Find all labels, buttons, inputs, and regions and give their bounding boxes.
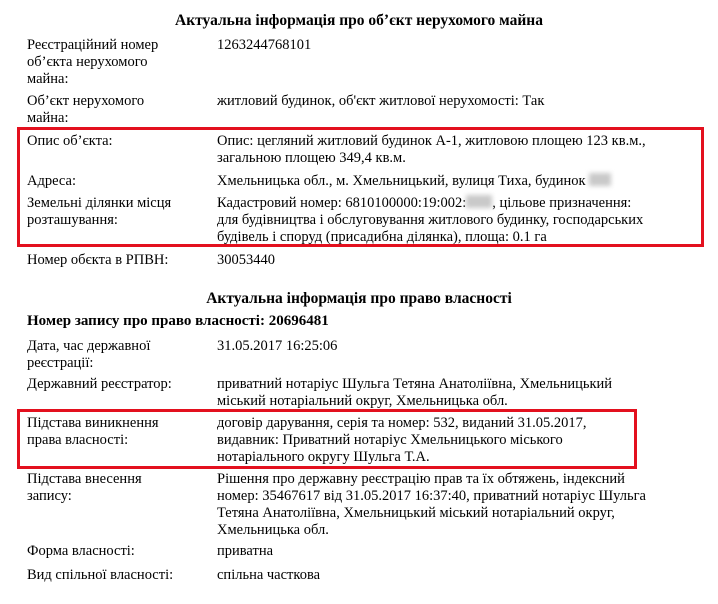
registrar-value (217, 376, 612, 410)
ownership-form-label: Форма власності: (27, 543, 135, 559)
value-line: Опис: цегляний житловий будинок А-1, житловою площею 123 кв.м., (217, 133, 646, 149)
label-line: Об’єкт нерухомого (27, 93, 145, 109)
label-line: Дата, час державної (27, 338, 151, 354)
rpvn-label: Номер обєкта в РПВН: (27, 252, 169, 268)
value-line: будівель і споруд (присадибна ділянка), площа: 0.1 га (217, 229, 547, 245)
section-title-object: Актуальна інформація про об’єкт нерухомого майна (175, 12, 543, 29)
label-line: Реєстраційний номер (27, 37, 159, 53)
label-line: Підстава внесення (27, 471, 142, 487)
reg-number-label (27, 37, 158, 88)
joint-ownership-value: спільна часткова (217, 567, 321, 583)
value-line: Тетяна Анатоліївна, Хмельницький міський нотаріальний округ, (217, 505, 615, 521)
label-line: Земельні ділянки місця (27, 195, 172, 211)
address-label: Адреса: (27, 173, 76, 189)
registrar-label: Державний реєстратор: (27, 376, 172, 392)
reg-date-label (27, 338, 150, 372)
address-value (217, 173, 611, 190)
record-number: Номер запису про право власності: 20696481 (27, 313, 329, 329)
basis-entry-label (27, 471, 142, 505)
ownership-form-value: приватна (217, 543, 274, 559)
rpvn-value: 30053440 (217, 252, 275, 268)
object-label (27, 93, 144, 127)
object-value: житловий будинок, об'єкт житлової нерухомості: Так (217, 93, 545, 109)
label-line: запису: (27, 488, 72, 504)
value-line: для будівництва і обслуговування житлового будинку, господарських (217, 212, 644, 228)
cadastral-prefix: Кадастровий номер: 6810100000:19:002: (217, 195, 467, 211)
description-label: Опис об’єкта: (27, 133, 113, 149)
section-title-ownership: Актуальна інформація про право власності (206, 290, 512, 307)
value-line: договір дарування, серія та номер: 532, виданий 31.05.2017, (217, 415, 587, 431)
value-line: Рішення про державну реєстрацію прав та їх обтяжень, індексний (217, 471, 625, 487)
basis-origin-value (217, 415, 587, 466)
label-line: реєстрації: (27, 355, 94, 371)
joint-ownership-label: Вид спільної власності: (27, 567, 174, 583)
basis-origin-label (27, 415, 159, 449)
value-line: Хмельницька обл. (217, 522, 329, 538)
value-line: номер: 35467617 від 31.05.2017 16:37:40, приватний нотаріус Шульга (217, 488, 646, 504)
address-text: Хмельницька обл., м. Хмельницький, вулиця Тиха, будинок (217, 173, 586, 189)
description-value (217, 133, 646, 167)
label-line: об’єкта нерухомого (27, 54, 148, 70)
label-line: майна: (27, 71, 69, 87)
label-line: розташування: (27, 212, 118, 228)
reg-date-value: 31.05.2017 16:25:06 (217, 338, 338, 354)
redacted-cadastral-suffix (466, 195, 492, 208)
value-line: видавник: Приватний нотаріус Хмельницького міського (217, 432, 563, 448)
basis-entry-value (217, 471, 646, 539)
value-line: нотаріального округу Шульга Т.А. (217, 449, 430, 465)
value-line (217, 195, 643, 212)
value-line: загальною площею 349,4 кв.м. (217, 150, 406, 166)
label-line: Підстава виникнення (27, 415, 159, 431)
cadastral-purpose: , цільове призначення: (492, 195, 632, 211)
value-line: міський нотаріальний округ, Хмельницька обл. (217, 393, 508, 409)
value-line: приватний нотаріус Шульга Тетяна Анатоліївна, Хмельницький (217, 376, 613, 392)
reg-number-value: 1263244768101 (217, 37, 312, 53)
land-label (27, 195, 171, 229)
land-value (217, 195, 643, 246)
redacted-house-number (589, 173, 611, 186)
label-line: права власності: (27, 432, 129, 448)
label-line: майна: (27, 110, 69, 126)
